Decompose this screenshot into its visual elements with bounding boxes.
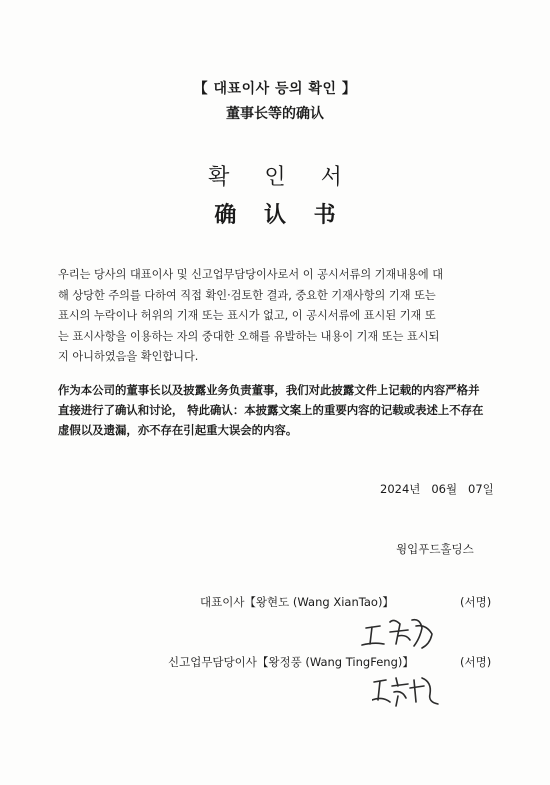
reporting-director-name-line: 신고업무담당이사【왕정풍 (Wang TingFeng)】 [168, 655, 414, 669]
document-date: 2024년 06월 07일 [380, 482, 494, 496]
korean-statement-line: 표시의 누락이나 허위의 기재 또는 표시가 없고, 이 공시서류에 표시된 기재 또 [58, 309, 436, 323]
heading-chinese: 董事长等的确认 [226, 106, 324, 122]
chinese-statement-line: 虚假以及遗漏，亦不存在引起重大误会的内容。 [58, 423, 298, 437]
reporting-director-signature-label: (서명) [460, 655, 492, 669]
document-name-chinese: 确 认 书 [214, 203, 346, 228]
korean-statement-line: 지 아니하였음을 확인합니다. [58, 350, 199, 364]
document-name-korean: 확 인 서 [208, 165, 356, 190]
korean-statement-line: 우리는 당사의 대표이사 및 신고업무담당이사로서 이 공시서류의 기재내용에 대 [58, 268, 444, 281]
chinese-statement-line: 直接进行了确认和讨论， 特此确认：本披露文案上的重要内容的记载或表述上不存在 [58, 403, 484, 417]
company-name: 윙입푸드홀딩스 [396, 542, 474, 556]
korean-statement [58, 265, 496, 368]
director-handwritten-signature [372, 674, 444, 708]
chinese-statement-line: 作为本公司的董事长以及披露业务负责董事，我们对此披露文件上记载的内容严格并 [58, 383, 480, 397]
korean-statement-line: 해 상당한 주의를 다하여 직접 확인·검토한 결과, 중요한 기재사항의 기재 또는 [58, 288, 436, 302]
ceo-handwritten-signature [360, 614, 440, 654]
ceo-name-line: 대표이사【왕현도 (Wang XianTao)】 [200, 595, 394, 609]
korean-statement-line: 는 표시사항을 이용하는 자의 중대한 오해를 유발하는 내용이 기재 또는 표시되 [58, 329, 440, 343]
ceo-signature-label: (서명) [460, 595, 492, 609]
heading-korean: 【 대표이사 등의 확인 】 [193, 81, 357, 97]
chinese-statement [58, 380, 498, 440]
